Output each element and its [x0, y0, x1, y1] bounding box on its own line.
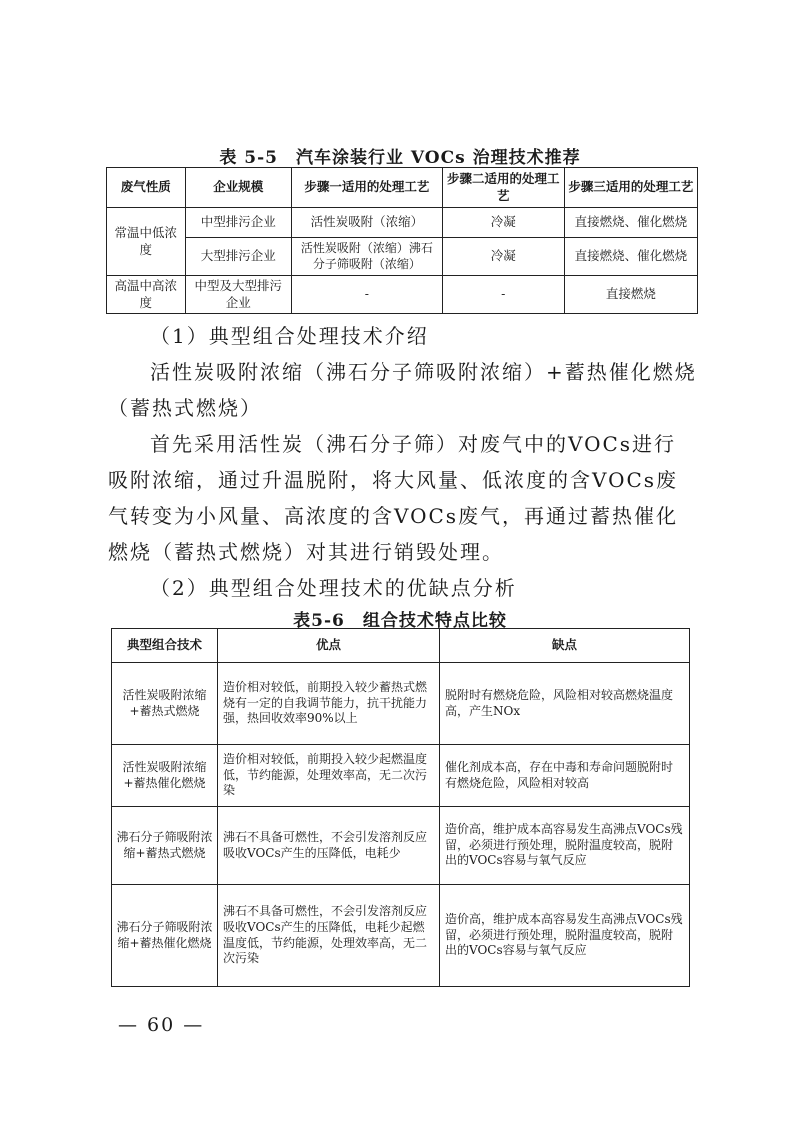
- paragraph-1: 活性炭吸附浓缩（沸石分子筛吸附浓缩）+蓄热催化燃烧（蓄热式燃烧）: [108, 360, 697, 420]
- t1-cell-step1: 活性炭吸附（浓缩）沸石分子筛吸附（浓缩）: [291, 238, 442, 276]
- t1-header-nature: 废气性质: [107, 168, 186, 208]
- t1-cell-step2: -: [442, 276, 564, 314]
- t1-header-step3: 步骤三适用的处理工艺: [564, 168, 697, 208]
- t2-cell-pros: 造价相对较低，前期投入较少蓄热式燃烧有一定的自我调节能力，抗干扰能力强，热回收效率90%以上: [218, 663, 440, 745]
- section-heading-1: （1）典型组合处理技术介绍: [150, 324, 429, 348]
- t2-cell-cons: 催化剂成本高，存在中毒和寿命问题脱附时有燃烧危险，风险相对较高: [440, 745, 690, 807]
- t2-header-cons: 缺点: [440, 629, 690, 663]
- table-row: [112, 663, 690, 745]
- t2-cell-cons: 造价高，维护成本高容易发生高沸点VOCs残留，必须进行预处理，脱附温度较高，脱附出的VOCs容易与氧气反应: [440, 885, 690, 987]
- t1-cell-nature: 常温中低浓度: [107, 208, 186, 276]
- table-row: [112, 745, 690, 807]
- paragraph-2: 首先采用活性炭（沸石分子筛）对废气中的VOCs进行吸附浓缩，通过升温脱附，将大风量、低浓度的含VOCs废气转变为小风量、高浓度的含VOCs废气，再通过蓄热催化燃烧（蓄热式燃烧）对其进行销毁处理。: [108, 432, 679, 564]
- table-row: [107, 238, 698, 276]
- table-row: [107, 208, 698, 238]
- t1-cell-step1: -: [291, 276, 442, 314]
- table2-caption: 表5-6 组合技术特点比较: [293, 611, 507, 631]
- t1-header-step1: 步骤一适用的处理工艺: [291, 168, 442, 208]
- t2-cell-tech: 沸石分子筛吸附浓缩+蓄热式燃烧: [112, 807, 218, 885]
- t2-header-tech: 典型组合技术: [112, 629, 218, 663]
- t2-cell-cons: 造价高，维护成本高容易发生高沸点VOCs残留，必须进行预处理，脱附温度较高，脱附出的VOCs容易与氧气反应: [440, 807, 690, 885]
- t2-header-pros: 优点: [218, 629, 440, 663]
- t1-cell-nature: 高温中高浓度: [107, 276, 186, 314]
- table-row: [107, 276, 698, 314]
- t1-header-step2: 步骤二适用的处理工艺: [442, 168, 564, 208]
- t2-cell-pros: 沸石不具备可燃性，不会引发溶剂反应吸收VOCs产生的压降低，电耗少: [218, 807, 440, 885]
- table-row: [112, 807, 690, 885]
- t1-cell-step3: 直接燃烧、催化燃烧: [564, 208, 697, 238]
- table1: [106, 167, 698, 314]
- t1-cell-scale: 大型排污企业: [185, 238, 291, 276]
- t1-cell-scale: 中型及大型排污企业: [185, 276, 291, 314]
- t1-cell-step3: 直接燃烧、催化燃烧: [564, 238, 697, 276]
- section-heading-2: （2）典型组合处理技术的优缺点分析: [150, 576, 517, 600]
- t1-header-scale: 企业规模: [185, 168, 291, 208]
- t2-cell-tech: 沸石分子筛吸附浓缩+蓄热催化燃烧: [112, 885, 218, 987]
- t1-cell-step2: 冷凝: [442, 208, 564, 238]
- table-row: [112, 885, 690, 987]
- t1-cell-step1: 活性炭吸附（浓缩）: [291, 208, 442, 238]
- page-number: — 60 —: [118, 1014, 205, 1036]
- table2: [111, 628, 690, 987]
- t2-cell-tech: 活性炭吸附浓缩+蓄热催化燃烧: [112, 745, 218, 807]
- t1-cell-scale: 中型排污企业: [185, 208, 291, 238]
- t2-cell-pros: 造价相对较低，前期投入较少起燃温度低，节约能源，处理效率高，无二次污染: [218, 745, 440, 807]
- t2-cell-cons: 脱附时有燃烧危险，风险相对较高燃烧温度高，产生NOx: [440, 663, 690, 745]
- t1-cell-step2: 冷凝: [442, 238, 564, 276]
- t1-cell-step3: 直接燃烧: [564, 276, 697, 314]
- t2-cell-pros: 沸石不具备可燃性，不会引发溶剂反应吸收VOCs产生的压降低，电耗少起燃温度低，节约能源，处理效率高，无二次污染: [218, 885, 440, 987]
- table1-caption: 表 5-5 汽车涂装行业 VOCs 治理技术推荐: [219, 148, 581, 168]
- t2-cell-tech: 活性炭吸附浓缩+蓄热式燃烧: [112, 663, 218, 745]
